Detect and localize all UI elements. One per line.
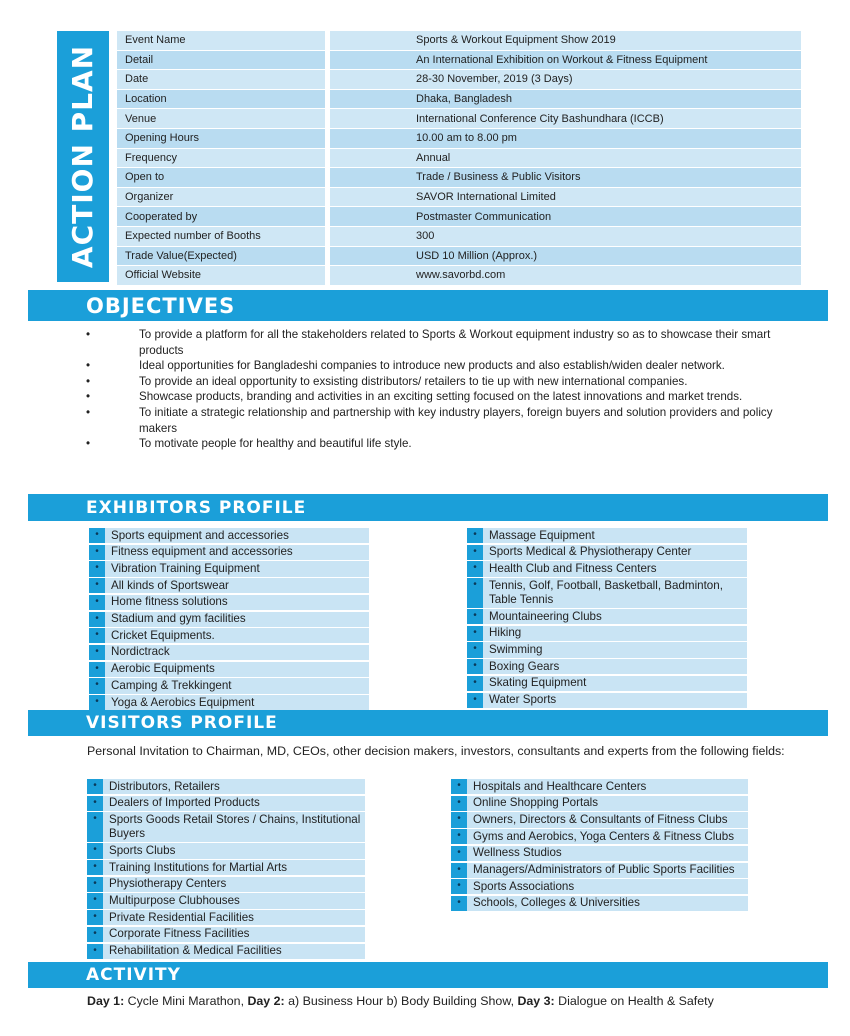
action-plan-row: [117, 129, 801, 149]
list-item: [89, 695, 369, 710]
list-item: [87, 910, 365, 925]
list-item: [451, 796, 748, 811]
objective-text: Ideal opportunities for Bangladeshi companies to introduce new products and also establish/widen dealer network.: [139, 359, 725, 373]
activity-header: ACTIVITY: [28, 962, 828, 988]
action-plan-label: Date: [117, 70, 325, 90]
list-item-text: Sports Clubs: [109, 843, 176, 857]
list-item-text: Tennis, Golf, Football, Basketball, Badminton, Table Tennis: [489, 578, 723, 606]
list-item-text: Mountaineering Clubs: [489, 609, 602, 623]
action-plan-value: International Conference City Bashundhara (ICCB): [330, 109, 801, 129]
action-plan-label: Open to: [117, 168, 325, 188]
list-item: [89, 528, 369, 543]
objective-text: To motivate people for healthy and beautiful life style.: [139, 437, 412, 451]
bullet-icon: •: [89, 612, 105, 627]
activity-schedule: [87, 994, 827, 1008]
list-item-text: Managers/Administrators of Public Sports Facilities: [473, 863, 735, 877]
list-item: [87, 843, 365, 858]
bullet-icon: •: [451, 846, 467, 861]
day2-text: a) Business Hour b) Body Building Show,: [284, 994, 518, 1008]
action-plan-value: SAVOR International Limited: [330, 188, 801, 208]
action-plan-table: [117, 31, 801, 286]
list-item-text: Home fitness solutions: [111, 595, 228, 609]
objective-text: To provide an ideal opportunity to exsisting distributors/ retailers to tie up with new international companies.: [139, 374, 688, 388]
bullet-icon: •: [86, 359, 91, 373]
bullet-icon: •: [87, 860, 103, 875]
list-item: [89, 578, 369, 593]
bullet-icon: •: [451, 812, 467, 827]
bullet-icon: •: [467, 578, 483, 607]
list-item-text: Hospitals and Healthcare Centers: [473, 779, 647, 793]
action-plan-label: Event Name: [117, 31, 325, 51]
bullet-icon: •: [451, 829, 467, 844]
list-item-text: Multipurpose Clubhouses: [109, 893, 240, 907]
list-item-text: Boxing Gears: [489, 659, 560, 673]
action-plan-label: Expected number of Booths: [117, 227, 325, 247]
objective-item: [84, 358, 784, 374]
day2-label: Day 2:: [247, 994, 285, 1008]
list-item-text: Massage Equipment: [489, 528, 595, 542]
bullet-icon: •: [89, 578, 105, 593]
list-item-text: Water Sports: [489, 693, 557, 707]
visitors-header: VISITORS PROFILE: [28, 710, 828, 736]
objective-item: [84, 389, 784, 405]
bullet-icon: •: [451, 779, 467, 794]
bullet-icon: •: [87, 927, 103, 942]
action-plan-label: Official Website: [117, 266, 325, 286]
bullet-icon: •: [451, 863, 467, 878]
visitors-intro: Personal Invitation to Chairman, MD, CEOs, other decision makers, investors, consultants and experts from the following fields:: [87, 744, 785, 758]
exhibitors-list-right: [467, 528, 747, 709]
action-plan-label: Organizer: [117, 188, 325, 208]
list-item-text: Dealers of Imported Products: [109, 796, 260, 810]
visitors-list-right: [451, 779, 748, 913]
bullet-icon: •: [87, 843, 103, 858]
action-plan-label: Cooperated by: [117, 207, 325, 227]
action-plan-value: Trade / Business & Public Visitors: [330, 168, 801, 188]
list-item-text: Owners, Directors & Consultants of Fitness Clubs: [473, 812, 728, 826]
visitors-list-left: [87, 779, 365, 960]
list-item: [467, 578, 747, 607]
action-plan-row: [117, 266, 801, 286]
list-item: [89, 662, 369, 677]
bullet-icon: •: [86, 390, 91, 404]
bullet-icon: •: [451, 796, 467, 811]
bullet-icon: •: [89, 695, 105, 710]
list-item-text: Physiotherapy Centers: [109, 877, 227, 891]
list-item: [451, 879, 748, 894]
list-item: [451, 779, 748, 794]
action-plan-value: Postmaster Communication: [330, 207, 801, 227]
list-item-text: Vibration Training Equipment: [111, 561, 260, 575]
day1-label: Day 1:: [87, 994, 125, 1008]
action-plan-value: Dhaka, Bangladesh: [330, 90, 801, 110]
list-item-text: Rehabilitation & Medical Facilities: [109, 944, 282, 958]
bullet-icon: •: [89, 678, 105, 693]
bullet-icon: •: [467, 642, 483, 657]
list-item: [87, 944, 365, 959]
bullet-icon: •: [86, 328, 91, 341]
list-item: [89, 612, 369, 627]
action-plan-label: Frequency: [117, 149, 325, 169]
list-item: [89, 678, 369, 693]
objective-item: [84, 374, 784, 390]
objectives-header: OBJECTIVES: [28, 290, 828, 321]
list-item-text: Sports Medical & Physiotherapy Center: [489, 545, 692, 559]
bullet-icon: •: [467, 626, 483, 641]
action-plan-row: [117, 188, 801, 208]
list-item: [451, 829, 748, 844]
action-plan-label: Location: [117, 90, 325, 110]
bullet-icon: •: [467, 528, 483, 543]
list-item-text: Wellness Studios: [473, 846, 562, 860]
action-plan-row: [117, 247, 801, 267]
bullet-icon: •: [89, 528, 105, 543]
list-item-text: All kinds of Sportswear: [111, 578, 229, 592]
bullet-icon: •: [89, 545, 105, 560]
list-item: [467, 545, 747, 560]
action-plan-row: [117, 207, 801, 227]
objectives-list: [84, 327, 784, 452]
action-plan-row: [117, 51, 801, 71]
list-item-text: Hiking: [489, 626, 522, 640]
bullet-icon: •: [467, 545, 483, 560]
objective-text: Showcase products, branding and activities in an exciting setting focused on the latest innovations and market trends.: [139, 390, 743, 404]
action-plan-row: [117, 31, 801, 51]
list-item-text: Aerobic Equipments: [111, 662, 215, 676]
bullet-icon: •: [451, 896, 467, 911]
bullet-icon: •: [87, 877, 103, 892]
action-plan-label: Venue: [117, 109, 325, 129]
bullet-icon: •: [87, 812, 103, 841]
list-item: [89, 645, 369, 660]
bullet-icon: •: [467, 609, 483, 624]
action-plan-value: An International Exhibition on Workout & Fitness Equipment: [330, 51, 801, 71]
list-item-text: Nordictrack: [111, 645, 170, 659]
action-plan-value: www.savorbd.com: [330, 266, 801, 286]
list-item-text: Training Institutions for Martial Arts: [109, 860, 288, 874]
objective-text: To provide a platform for all the stakeholders related to Sports & Workout equipment industry so as to showcase their smart products: [139, 328, 771, 357]
list-item: [87, 812, 365, 841]
list-item: [89, 628, 369, 643]
bullet-icon: •: [89, 645, 105, 660]
day1-text: Cycle Mini Marathon,: [124, 994, 248, 1008]
list-item: [87, 927, 365, 942]
list-item: [87, 796, 365, 811]
list-item: [87, 779, 365, 794]
bullet-icon: •: [86, 374, 91, 388]
list-item-text: Distributors, Retailers: [109, 779, 220, 793]
action-plan-value: 10.00 am to 8.00 pm: [330, 129, 801, 149]
bullet-icon: •: [87, 893, 103, 908]
day3-text: Dialogue on Health & Safety: [554, 994, 714, 1008]
objective-text: To initiate a strategic relationship and partnership with key industry players, foreign buyers and solution providers and policy makers: [139, 405, 773, 435]
list-item: [467, 561, 747, 576]
bullet-icon: •: [87, 796, 103, 811]
action-plan-label: Detail: [117, 51, 325, 71]
exhibitors-header: EXHIBITORS PROFILE: [28, 494, 828, 521]
exhibitors-list-left: [89, 528, 369, 712]
bullet-icon: •: [89, 595, 105, 610]
bullet-icon: •: [87, 779, 103, 794]
list-item-text: Health Club and Fitness Centers: [489, 561, 657, 575]
list-item: [87, 860, 365, 875]
list-item-text: Sports equipment and accessories: [111, 528, 289, 542]
list-item: [87, 893, 365, 908]
list-item: [451, 846, 748, 861]
action-plan-row: [117, 149, 801, 169]
list-item-text: Swimming: [489, 642, 543, 656]
objective-item: [84, 327, 784, 358]
list-item-text: Stadium and gym facilities: [111, 612, 246, 626]
list-item: [467, 676, 747, 691]
action-plan-row: [117, 227, 801, 247]
bullet-icon: •: [467, 659, 483, 674]
list-item: [467, 693, 747, 708]
list-item: [89, 545, 369, 560]
action-plan-value: Annual: [330, 149, 801, 169]
action-plan-value: 28-30 November, 2019 (3 Days): [330, 70, 801, 90]
bullet-icon: •: [87, 944, 103, 959]
bullet-icon: •: [86, 405, 91, 419]
list-item-text: Corporate Fitness Facilities: [109, 927, 250, 941]
bullet-icon: •: [87, 910, 103, 925]
list-item-text: Fitness equipment and accessories: [111, 545, 293, 559]
list-item: [89, 595, 369, 610]
list-item-text: Gyms and Aerobics, Yoga Centers & Fitness Clubs: [473, 829, 734, 843]
list-item-text: Sports Associations: [473, 879, 575, 893]
action-plan-value: Sports & Workout Equipment Show 2019: [330, 31, 801, 51]
action-plan-label: Opening Hours: [117, 129, 325, 149]
list-item-text: Yoga & Aerobics Equipment: [111, 695, 255, 709]
bullet-icon: •: [451, 879, 467, 894]
list-item: [467, 609, 747, 624]
list-item: [87, 877, 365, 892]
action-plan-row: [117, 70, 801, 90]
bullet-icon: •: [467, 561, 483, 576]
list-item-text: Camping & Trekkingent: [111, 678, 232, 692]
list-item: [467, 528, 747, 543]
bullet-icon: •: [86, 437, 91, 451]
action-plan-value: USD 10 Million (Approx.): [330, 247, 801, 267]
list-item-text: Skating Equipment: [489, 676, 587, 690]
list-item: [467, 626, 747, 641]
list-item: [451, 896, 748, 911]
list-item-text: Cricket Equipments.: [111, 628, 215, 642]
list-item-text: Sports Goods Retail Stores / Chains, Institutional Buyers: [109, 812, 361, 841]
list-item-text: Online Shopping Portals: [473, 796, 599, 810]
bullet-icon: •: [89, 628, 105, 643]
list-item: [89, 561, 369, 576]
list-item: [467, 659, 747, 674]
bullet-icon: •: [89, 561, 105, 576]
bullet-icon: •: [467, 693, 483, 708]
list-item: [467, 642, 747, 657]
action-plan-label: Trade Value(Expected): [117, 247, 325, 267]
action-plan-row: [117, 109, 801, 129]
bullet-icon: •: [467, 676, 483, 691]
objective-item: [84, 405, 784, 436]
list-item: [451, 863, 748, 878]
action-plan-value: 300: [330, 227, 801, 247]
list-item-text: Schools, Colleges & Universities: [473, 896, 640, 910]
action-plan-title: ACTION PLAN: [66, 44, 100, 269]
action-plan-row: [117, 168, 801, 188]
bullet-icon: •: [89, 662, 105, 677]
action-plan-row: [117, 90, 801, 110]
list-item-text: Private Residential Facilities: [109, 910, 254, 924]
list-item: [451, 812, 748, 827]
objective-item: [84, 436, 784, 452]
day3-label: Day 3:: [517, 994, 555, 1008]
